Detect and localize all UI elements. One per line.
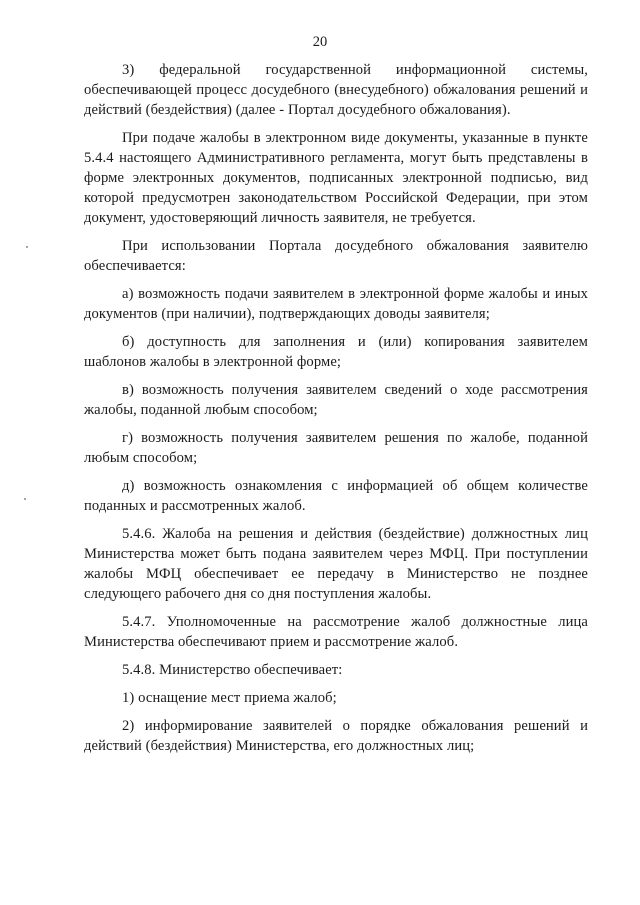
clause-5-4-6: 5.4.6. Жалоба на решения и действия (бездействие) должностных лиц Министерства может быть подана заявителем через МФЦ. При поступлении жалобы МФЦ обеспечивает ее передачу в Министерство не позднее следующего рабочего дня со дня поступления жалобы. xyxy=(84,526,588,602)
page-number: 20 xyxy=(312,34,328,50)
clause-5-4-7: 5.4.7. Уполномоченные на рассмотрение жалоб должностные лица Министерства обеспечивают прием и рассмотрение жалоб. xyxy=(84,614,588,650)
list-item-1: 1) оснащение мест приема жалоб; xyxy=(122,690,337,706)
list-item-a: а) возможность подачи заявителем в электронной форме жалобы и иных документов (при наличии), подтверждающих доводы заявителя; xyxy=(84,286,588,322)
list-item-2: 2) информирование заявителей о порядке обжалования решений и действий (бездействия) Министерства, его должностных лиц; xyxy=(84,718,588,754)
clause-5-4-8: 5.4.8. Министерство обеспечивает: xyxy=(122,662,343,678)
paragraph-electronic-submission: При подаче жалобы в электронном виде документы, указанные в пункте 5.4.4 настоящего Административного регламента, могут быть представлены в форме электронных документов, подписанных электронной подписью, вид которой предусмотрен законодательством Российской Федерации, при этом документ, удостоверяющий личность заявителя, не требуется. xyxy=(84,130,588,226)
list-item-d: д) возможность ознакомления с информацией об общем количестве поданных и рассмотренных жалоб. xyxy=(84,478,588,514)
list-item-v: в) возможность получения заявителем сведений о ходе рассмотрения жалобы, поданной любым способом; xyxy=(84,382,588,418)
scan-speck xyxy=(26,246,28,248)
list-item-b: б) доступность для заполнения и (или) копирования заявителем шаблонов жалобы в электронной форме; xyxy=(84,334,588,370)
document-body xyxy=(84,60,588,764)
list-item-g: г) возможность получения заявителем решения по жалобе, поданной любым способом; xyxy=(84,430,588,466)
paragraph-portal-provides: При использовании Портала досудебного обжалования заявителю обеспечивается: xyxy=(84,238,588,274)
scan-speck xyxy=(24,498,26,500)
paragraph-portal-system: 3) федеральной государственной информационной системы, обеспечивающей процесс досудебного (внесудебного) обжалования решений и действий (бездействия) (далее - Портал досудебного обжалования). xyxy=(84,62,588,118)
